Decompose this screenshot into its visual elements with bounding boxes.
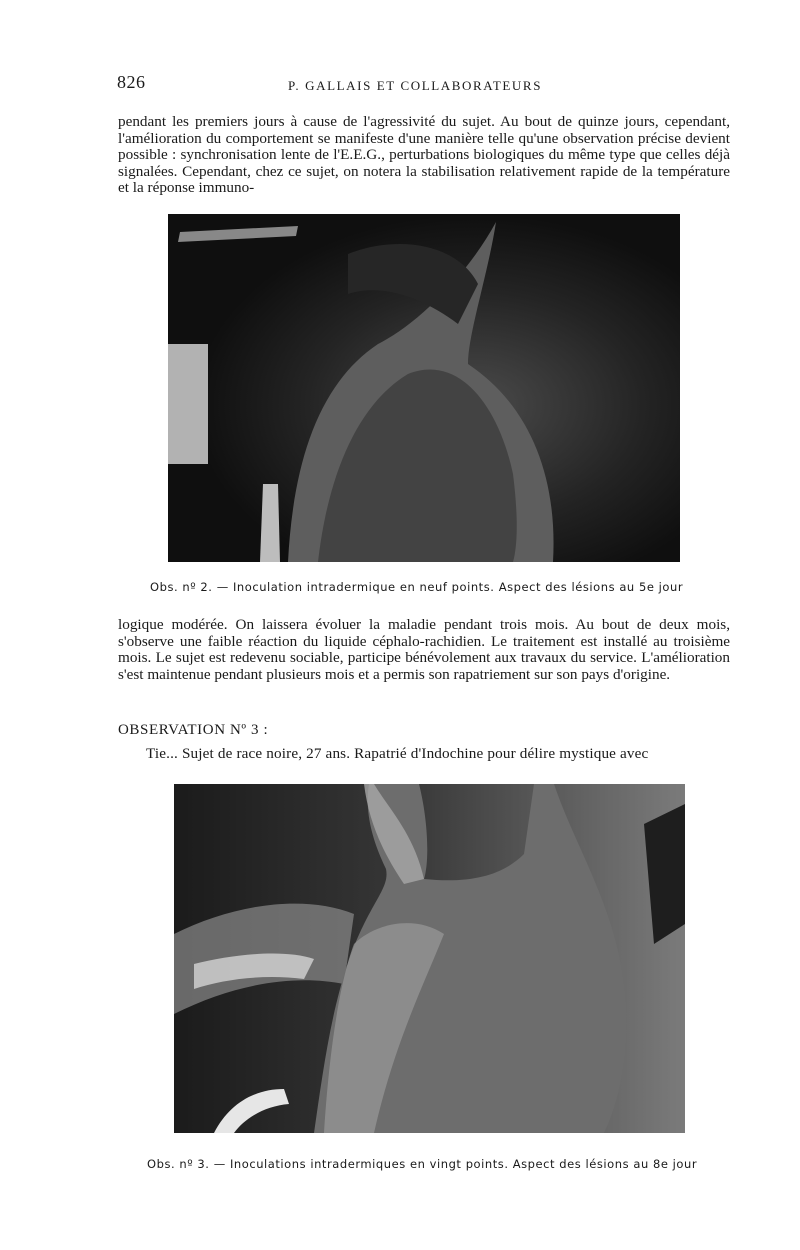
body-paragraph: logique modérée. On laissera évoluer la maladie pendant trois mois. Au bout de deux mois, s'observe une faible réaction du liquide céphalo-rachidien. Le traitement est installé au troisième mois. Le sujet est redevenu sociable, participe bénévolement aux travaux du service. L'amélioration s'est maintenue pendant plusieurs mois et a permis son rapatriement sur son pays d'origine.	[118, 616, 730, 683]
page-number: 826	[117, 72, 146, 92]
observation-heading: OBSERVATION Nº 3 :	[118, 722, 269, 738]
running-title: P. GALLAIS ET COLLABORATEURS	[288, 78, 543, 93]
body-paragraph: pendant les premiers jours à cause de l'agressivité du sujet. Au bout de quinze jours, cependant, l'amélioration du comportement se manifeste d'une manière telle qu'une observation précise devient possible : synchronisation lente de l'E.E.G., perturbations biologiques du même type que celles déjà signalées. Cependant, chez ce sujet, on notera la stabilisation relativement rapide de la température et la réponse immuno-	[118, 113, 730, 196]
figure-photo-obs-2	[168, 214, 680, 562]
photo-shoulder-back-image	[168, 214, 680, 562]
figure-caption-obs-2: Obs. nº 2. — Inoculation intradermique en neuf points. Aspect des lésions au 5e jour	[150, 580, 684, 594]
figure-photo-obs-3	[174, 784, 685, 1133]
photo-man-back-image	[174, 784, 685, 1133]
figure-caption-obs-3: Obs. nº 3. — Inoculations intradermiques en vingt points. Aspect des lésions au 8e jour	[147, 1157, 698, 1171]
observation-text: Tie... Sujet de race noire, 27 ans. Rapatrié d'Indochine pour délire mystique avec	[146, 745, 649, 762]
